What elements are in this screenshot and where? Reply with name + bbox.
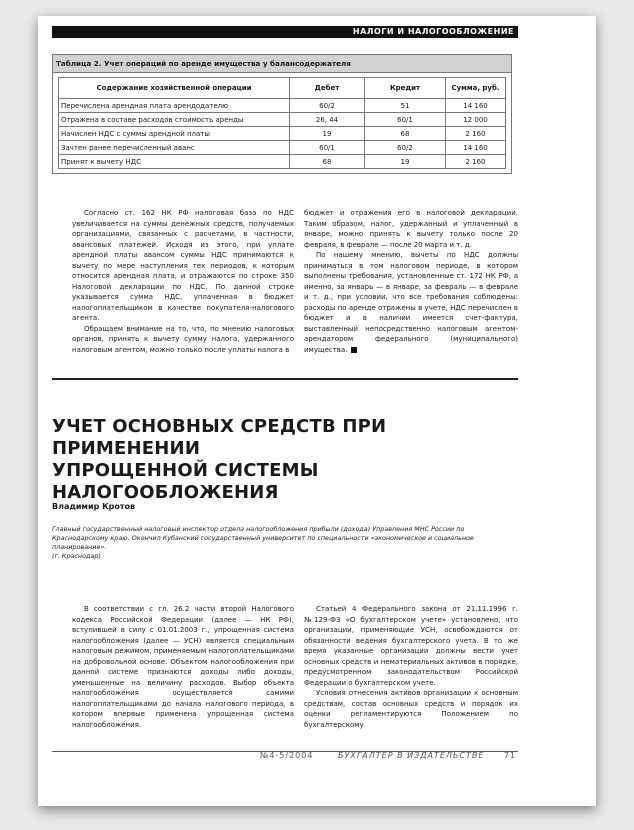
end-of-article-mark — [351, 347, 357, 353]
upper-left-column — [72, 208, 294, 355]
cell-operation: Перечислена арендная плата арендодателю — [59, 99, 290, 113]
table-title: Таблица 2. Учет операций по аренде имущества у балансодержателя — [53, 55, 511, 73]
table-row — [59, 113, 506, 127]
paragraph — [304, 250, 518, 355]
cell-debit: 19 — [290, 127, 365, 141]
paragraph: Обращаем внимание на то, что, по мнению налоговых органов, принять к вычету сумму налога, удержанного налоговым агентом, можно только после уплаты налога в — [72, 324, 294, 354]
headline-line: УПРОЩЕННОЙ СИСТЕМЫ НАЛОГООБЛОЖЕНИЯ — [52, 460, 319, 503]
author-city: (г. Краснодар) — [52, 552, 101, 560]
cell-credit: 19 — [365, 155, 446, 169]
table-row — [59, 141, 506, 155]
paragraph: бюджет и отражения его в налоговой декларации. Таким образом, налог, удержанный и уплаченный в январе, можно принять к вычету только после 20 февраля, в феврале — после 20 марта и т. д. — [304, 209, 518, 249]
col-header-operation: Содержание хозяйственной операции — [59, 78, 290, 99]
section-header: НАЛОГИ И НАЛОГООБЛОЖЕНИЕ — [52, 26, 518, 38]
cell-debit: 60/2 — [290, 99, 365, 113]
upper-right-column — [304, 208, 518, 355]
table-header-row — [59, 78, 506, 99]
cell-sum: 14 160 — [446, 141, 506, 155]
cell-operation: Начислен НДС с суммы арендной платы — [59, 127, 290, 141]
page-number: 71 — [503, 751, 516, 760]
cell-credit: 68 — [365, 127, 446, 141]
cell-debit: 68 — [290, 155, 365, 169]
cell-sum: 14 160 — [446, 99, 506, 113]
cell-credit: 60/1 — [365, 113, 446, 127]
paragraph: Условия отнесения активов организации к основным средствам, состав основных средств и порядок их оценки регламентируются Положением по бухгалтерскому — [304, 689, 518, 729]
col-header-sum: Сумма, руб. — [446, 78, 506, 99]
col-header-debit: Дебет — [290, 78, 365, 99]
headline-line: УЧЕТ ОСНОВНЫХ СРЕДСТВ ПРИ ПРИМЕНЕНИИ — [52, 416, 387, 459]
cell-operation: Принят к вычету НДС — [59, 155, 290, 169]
table-row — [59, 155, 506, 169]
table-row — [59, 99, 506, 113]
cell-credit: 51 — [365, 99, 446, 113]
author-name: Владимир Кротов — [52, 502, 136, 511]
cell-sum: 2 160 — [446, 155, 506, 169]
cell-operation: Зачтен ранее перечисленный аванс — [59, 141, 290, 155]
paragraph: Статьей 4 Федерального закона от 21.11.1996 г. №129-ФЗ «О бухгалтерском учете» установлено, что организации, применяющие УСН, освобождаются от обязанности ведения бухгалтерского учета. В то же время указанные организации должны вести учет основных средств и нематериальных активов в порядке, предусмотренном законодательством Российской Федерации о бухгалтерском учете. — [304, 605, 518, 687]
issue-number: №4-5/2004 — [260, 751, 314, 760]
page-footer — [52, 751, 518, 762]
bio-text: Главный государственный налоговый инспектор отдела налогообложения прибыли (дохода) Управления МНС России по Краснодарскому краю. Окончил Кубанский государственный университет по специальности «экономическое и социальное планирование». — [52, 525, 474, 551]
table-block — [52, 54, 512, 174]
paragraph-text: По нашему мнению, вычеты по НДС должны приниматься в том налоговом периоде, в котором выполнены требования, установленные ст. 172 НК РФ, а именно, за январь — в январе, за февраль — в феврале и т. д., при условии, что все требования соблюдены: расходы по аренде отражены в учете, НДС перечислен в бюджет и в наличии имеется счет-фактура, выставленный непосредственно налоговым агентом-арендатором федерального (муниципального) имущества. — [304, 251, 518, 354]
journal-name: БУХГАЛТЕР В ИЗДАТЕЛЬСТВЕ — [338, 751, 485, 760]
operations-table — [58, 77, 506, 169]
cell-operation: Отражена в составе расходов стоимость аренды — [59, 113, 290, 127]
cell-credit: 60/2 — [365, 141, 446, 155]
table-row — [59, 127, 506, 141]
cell-sum: 2 160 — [446, 127, 506, 141]
col-header-credit: Кредит — [365, 78, 446, 99]
cell-debit: 60/1 — [290, 141, 365, 155]
article-left-column — [72, 604, 294, 730]
paragraph: Согласно ст. 162 НК РФ налоговая база по НДС увеличивается на суммы денежных средств, получаемых организациями, связанных с расчетами, в частности, авансовых платежей. Исходя из этого, при уплате арендной платы авансом суммы НДС принимаются к вычету по мере наступления тех периодов, к которым относится арендная плата, и отражаются по строке 350 Налоговой декларации по НДС. По данной строке указывается сумма НДС, уплаченная в бюджет налогоплательщиком в качестве покупателя-налогового агента. — [72, 209, 294, 322]
cell-debit: 26, 44 — [290, 113, 365, 127]
author-bio — [52, 525, 482, 561]
paragraph: В соответствии с гл. 26.2 части второй Налогового кодекса Российской Федерации (далее — НК РФ), вступившей в силу с 01.01.2003 г., упрощенная система налогообложения (далее — УСН) является специальным налоговым режимом, применяемым налогоплательщиками на добровольной основе. Объектом налогообложения при данной системе признаются доходы либо доходы, уменьшенные на величину расходов. Выбор объекта налогообложения осуществляется самими налогоплательщиками до начала налогового периода, в котором впервые применена упрощенная система налогообложения. — [72, 605, 294, 729]
cell-sum: 12 000 — [446, 113, 506, 127]
article-headline — [52, 416, 512, 504]
article-right-column — [304, 604, 518, 730]
section-divider — [52, 378, 518, 380]
